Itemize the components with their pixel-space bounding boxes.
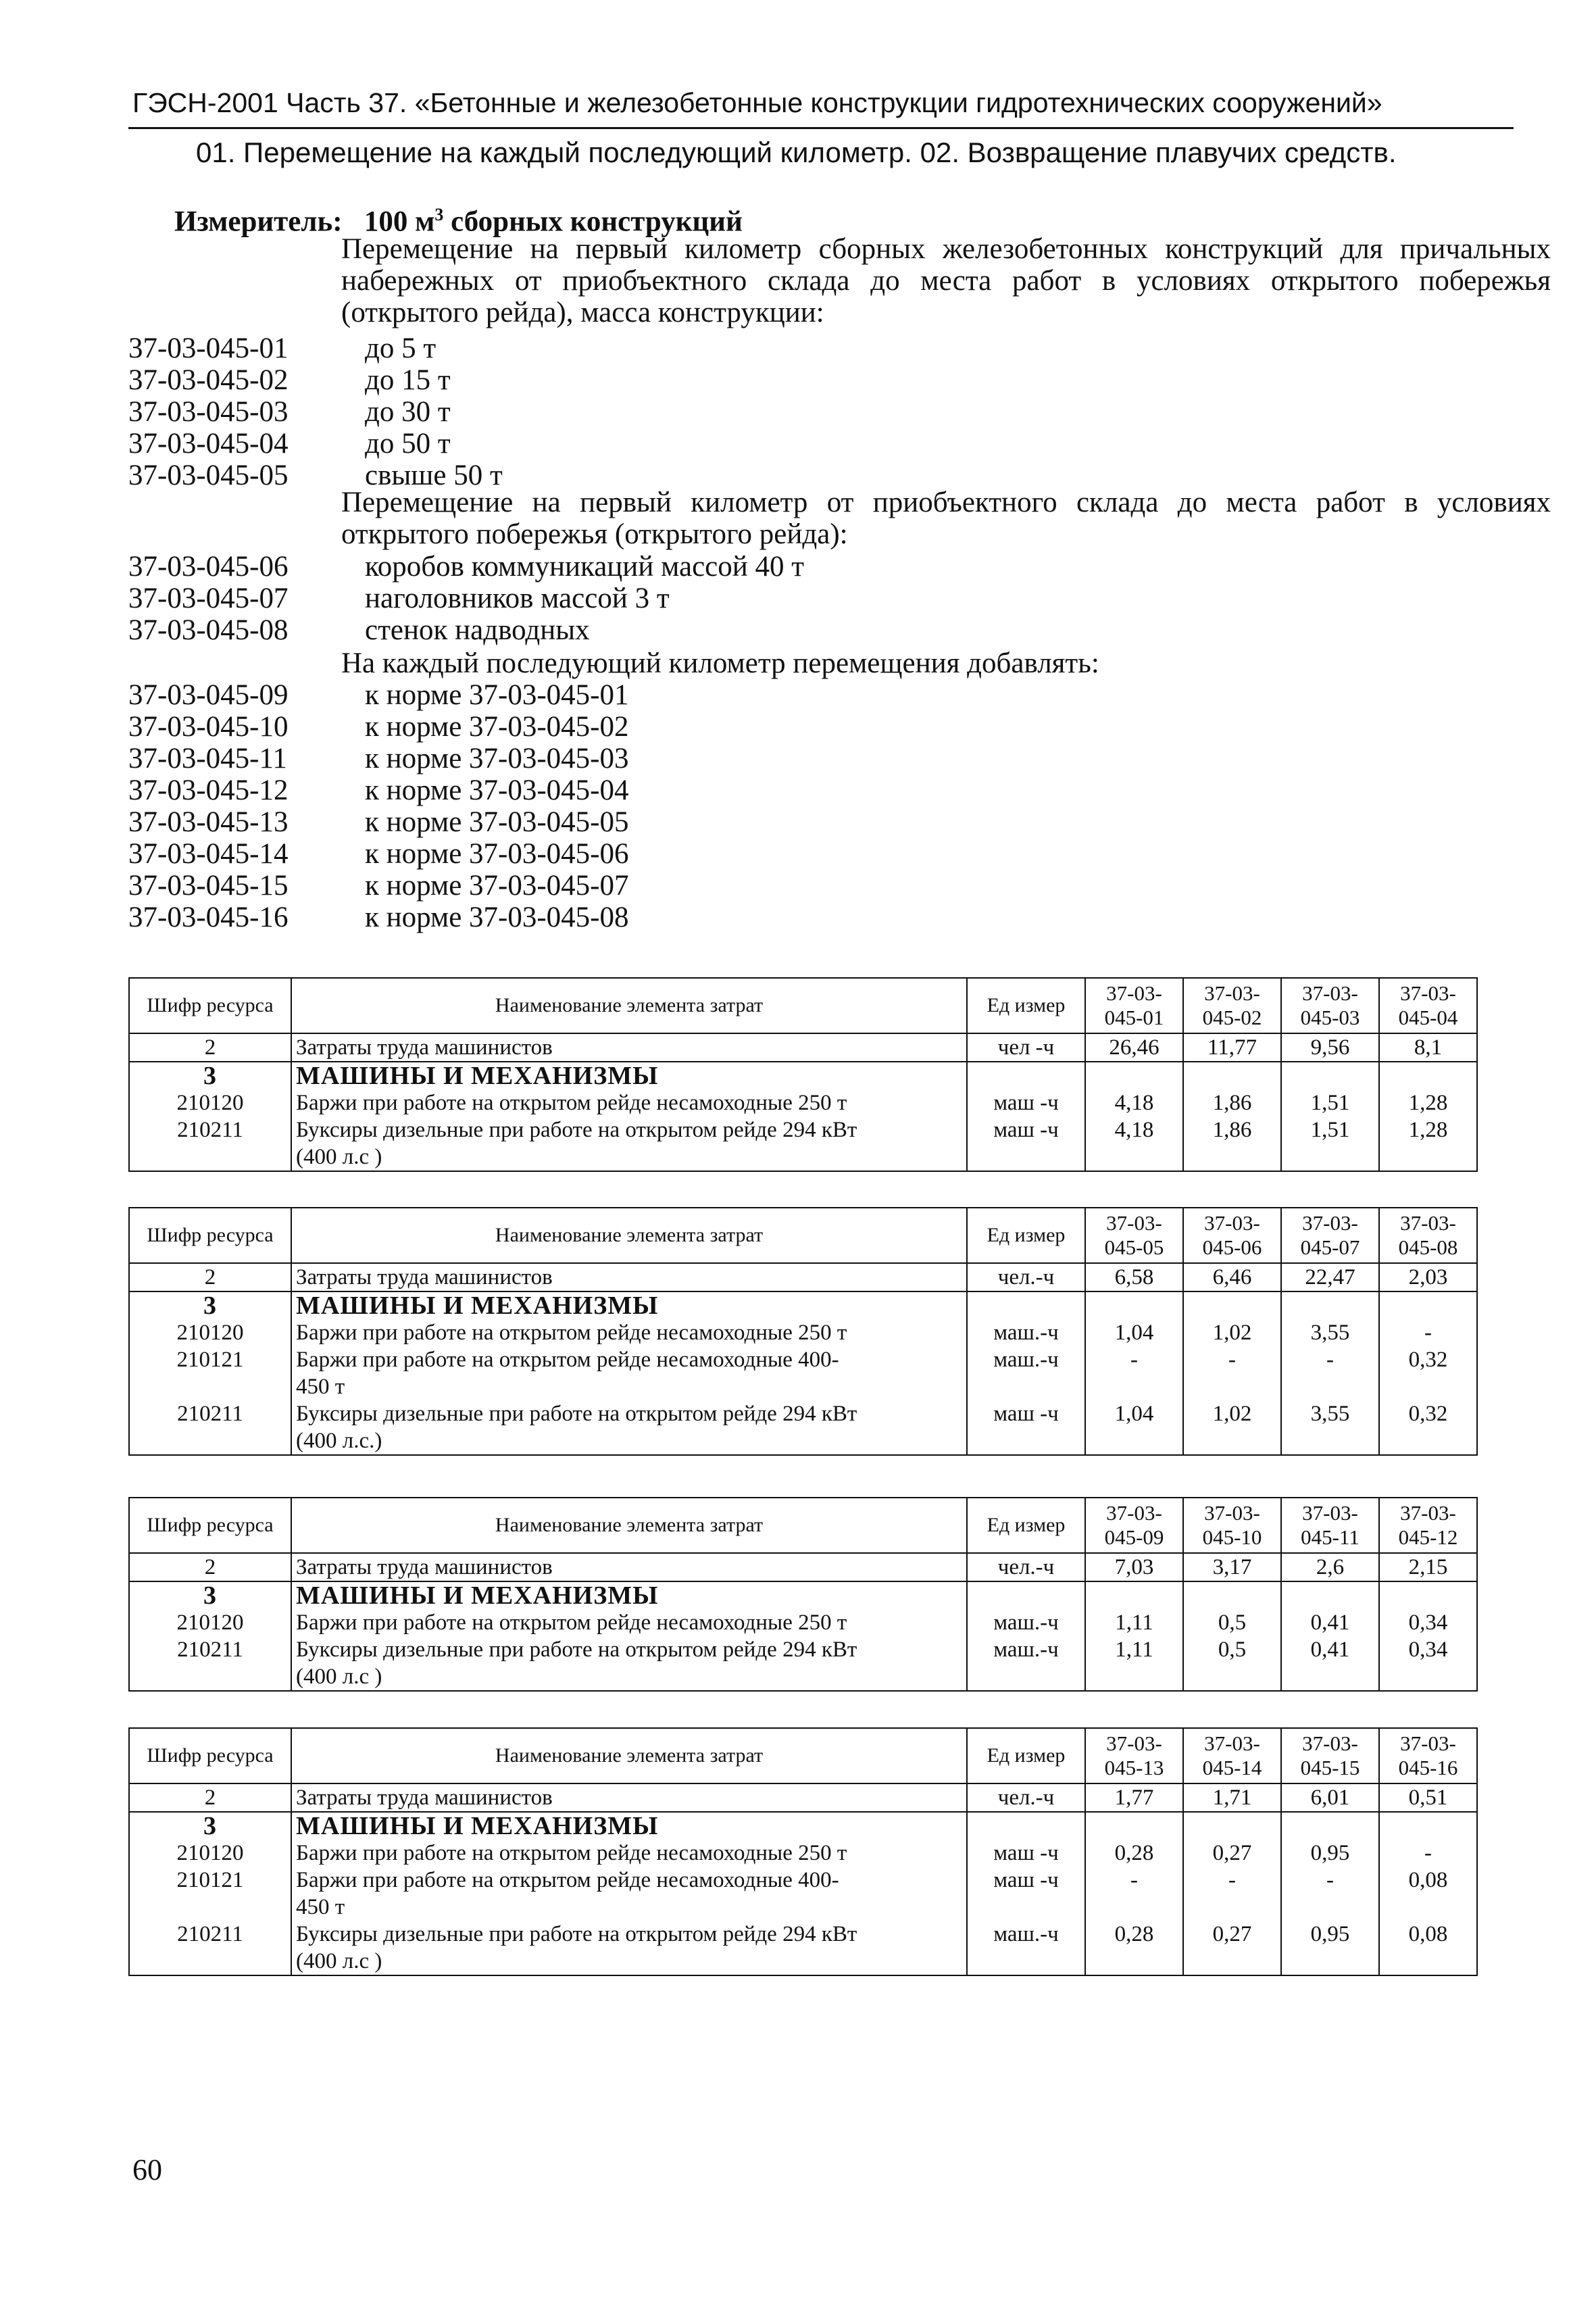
empty-cell: [1183, 1581, 1281, 1609]
resource-table: [128, 977, 1478, 1172]
norm-code-line-2: 045-06: [1202, 1235, 1262, 1259]
empty-cell: [1281, 1062, 1379, 1089]
empty-cell: [967, 1062, 1085, 1089]
resource-name: [291, 1921, 967, 1975]
resource-name-line: (400 л.с.): [296, 1429, 382, 1453]
resource-value: 9,56: [1281, 1033, 1379, 1062]
group-code: 3: [129, 1581, 291, 1609]
norm-code-line-1: 37-03-: [1106, 1731, 1162, 1755]
resource-name: Затраты труда машинистов: [291, 1783, 967, 1812]
empty-cell: [967, 1291, 1085, 1319]
resource-value: 1,51: [1281, 1116, 1379, 1171]
table-row: [129, 1116, 1477, 1171]
resource-code: 2: [129, 1783, 291, 1812]
header-name-cell: Наименование элемента затрат: [291, 1498, 967, 1553]
resource-value: 1,11: [1085, 1636, 1183, 1691]
norm-code-line-1: 37-03-: [1302, 981, 1358, 1005]
norm-code-line-1: 37-03-: [1106, 1211, 1162, 1235]
resource-value: 0,5: [1183, 1636, 1281, 1691]
norm-code-line-1: 37-03-: [1400, 981, 1456, 1005]
resource-name: [291, 1346, 967, 1400]
empty-cell: [1085, 1291, 1183, 1319]
header-norm-cell: [1085, 1728, 1183, 1783]
resource-code: 210120: [129, 1089, 291, 1116]
norm-code-line-1: 37-03-: [1400, 1211, 1456, 1235]
norm-code-line-2: 045-11: [1301, 1525, 1360, 1549]
table-row-group: [129, 1581, 1477, 1609]
resource-value: -: [1183, 1867, 1281, 1921]
norm-item: [128, 428, 451, 460]
resource-unit: маш.-ч: [967, 1636, 1085, 1691]
resource-value: 1,86: [1183, 1089, 1281, 1116]
norm-code-line-2: 045-10: [1202, 1525, 1262, 1549]
header-name-cell: Наименование элемента затрат: [291, 978, 967, 1033]
table-header-row: [129, 1498, 1477, 1553]
norm-code-line-1: 37-03-: [1106, 1501, 1162, 1525]
table-row-labor: [129, 1783, 1477, 1812]
norm-item: [128, 870, 629, 902]
table-row-labor: [129, 1553, 1477, 1581]
norm-item: [128, 743, 629, 774]
empty-cell: [1379, 1581, 1477, 1609]
norm-text: к норме 37-03-045-08: [365, 902, 629, 933]
resource-value: 1,02: [1183, 1400, 1281, 1455]
resource-value: -: [1281, 1346, 1379, 1400]
norm-code: 37-03-045-08: [128, 614, 289, 646]
norm-item: [128, 364, 451, 396]
norm-text: к норме 37-03-045-01: [365, 679, 629, 711]
page-number: 60: [132, 2153, 162, 2186]
empty-cell: [1085, 1062, 1183, 1089]
description-group-1: Перемещение на первый километр сборных железобетонных конструкций для причальных набережных от приобъектного склада до места работ в условиях открытого побережья (открытого рейда), масса конструкции:: [341, 233, 1551, 328]
resource-name-line: Буксиры дизельные при работе на открытом рейде 294 кВт: [296, 1922, 857, 1946]
resource-value: 1,28: [1379, 1116, 1477, 1171]
norm-code: 37-03-045-10: [128, 711, 289, 743]
resource-value: 0,41: [1281, 1636, 1379, 1691]
norm-code: 37-03-045-01: [128, 333, 289, 364]
norm-code-line-1: 37-03-: [1204, 1211, 1260, 1235]
resource-name: Затраты труда машинистов: [291, 1033, 967, 1062]
norm-code-line-2: 045-13: [1104, 1756, 1164, 1779]
resource-value: 6,01: [1281, 1783, 1379, 1812]
norm-text: свыше 50 т: [365, 460, 503, 491]
resource-value: 0,27: [1183, 1840, 1281, 1867]
resource-name-line: Буксиры дизельные при работе на открытом рейде 294 кВт: [296, 1118, 857, 1142]
norm-code: 37-03-045-16: [128, 902, 289, 933]
header-norm-cell: [1183, 978, 1281, 1033]
resource-code: 210211: [129, 1400, 291, 1455]
norm-item: [128, 551, 804, 583]
table-header-row: [129, 978, 1477, 1033]
resource-value: 0,08: [1379, 1921, 1477, 1975]
empty-cell: [967, 1581, 1085, 1609]
resource-unit: маш.-ч: [967, 1921, 1085, 1975]
empty-cell: [1379, 1062, 1477, 1089]
resource-table: [128, 1727, 1478, 1976]
norm-text: коробов коммуникаций массой 40 т: [365, 551, 805, 583]
table-row: [129, 1609, 1477, 1636]
norm-text: к норме 37-03-045-03: [365, 743, 629, 774]
resource-value: 26,46: [1085, 1033, 1183, 1062]
norm-item: [128, 460, 503, 491]
resource-code: 210211: [129, 1636, 291, 1691]
resource-value: -: [1379, 1840, 1477, 1867]
resource-value: -: [1379, 1319, 1477, 1346]
norm-text: до 5 т: [365, 333, 437, 364]
norm-code: 37-03-045-11: [128, 743, 287, 774]
resource-name: [291, 1319, 967, 1346]
header-norm-cell: [1281, 1208, 1379, 1263]
resource-name-line: 450 т: [296, 1895, 345, 1919]
meter-value-prefix: 100 м: [364, 205, 435, 238]
norm-text: до 50 т: [365, 428, 451, 460]
resource-unit: чел -ч: [967, 1033, 1085, 1062]
resource-name: Затраты труда машинистов: [291, 1263, 967, 1291]
norm-code: 37-03-045-06: [128, 551, 289, 583]
header-norm-cell: [1379, 1728, 1477, 1783]
table-row: [129, 1636, 1477, 1691]
norm-code-line-1: 37-03-: [1302, 1211, 1358, 1235]
norm-text: наголовников массой 3 т: [365, 583, 670, 614]
norm-text: до 30 т: [365, 396, 451, 428]
group-name: МАШИНЫ И МЕХАНИЗМЫ: [291, 1062, 967, 1089]
resource-table: [128, 1207, 1478, 1456]
resource-code: 2: [129, 1553, 291, 1581]
resource-value: -: [1183, 1346, 1281, 1400]
resource-value: 0,32: [1379, 1400, 1477, 1455]
table-row-labor: [129, 1263, 1477, 1291]
resource-unit: маш.-ч: [967, 1319, 1085, 1346]
norm-text: к норме 37-03-045-06: [365, 838, 629, 870]
resource-value: 1,51: [1281, 1089, 1379, 1116]
resource-value: 1,86: [1183, 1116, 1281, 1171]
resource-value: -: [1281, 1867, 1379, 1921]
resource-value: 0,34: [1379, 1609, 1477, 1636]
resource-name: Затраты труда машинистов: [291, 1553, 967, 1581]
empty-cell: [1085, 1581, 1183, 1609]
header-rule: [128, 127, 1514, 129]
header-code-cell: Шифр ресурса: [129, 1498, 291, 1553]
table-row: [129, 1319, 1477, 1346]
resource-name-line: 450 т: [296, 1375, 345, 1399]
empty-cell: [1281, 1581, 1379, 1609]
norm-code-line-2: 045-14: [1202, 1756, 1262, 1779]
empty-cell: [1281, 1812, 1379, 1840]
norm-code-line-1: 37-03-: [1400, 1731, 1456, 1755]
norm-code-line-1: 37-03-: [1204, 1731, 1260, 1755]
resource-value: 7,03: [1085, 1553, 1183, 1581]
group-name: МАШИНЫ И МЕХАНИЗМЫ: [291, 1812, 967, 1840]
header-norm-cell: [1379, 978, 1477, 1033]
section-subtitle: 01. Перемещение на каждый последующий километр. 02. Возвращение плавучих средств.: [196, 137, 1397, 168]
norm-code-line-2: 045-15: [1300, 1756, 1360, 1779]
resource-name: [291, 1867, 967, 1921]
norm-code-line-2: 045-01: [1104, 1006, 1164, 1029]
norm-item: [128, 711, 629, 743]
resource-value: -: [1085, 1346, 1183, 1400]
resource-value: 1,11: [1085, 1609, 1183, 1636]
header-norm-cell: [1183, 1728, 1281, 1783]
header-norm-cell: [1281, 978, 1379, 1033]
norm-code-line-2: 045-07: [1300, 1235, 1360, 1259]
norm-item: [128, 774, 629, 806]
resource-code: 2: [129, 1263, 291, 1291]
empty-cell: [1085, 1812, 1183, 1840]
resource-code: 210120: [129, 1840, 291, 1867]
table-row-group: [129, 1062, 1477, 1089]
table-header-row: [129, 1728, 1477, 1783]
norm-item: [128, 333, 436, 364]
group-code: 3: [129, 1812, 291, 1840]
header-unit-cell: Ед измер: [967, 1728, 1085, 1783]
norm-item: [128, 902, 629, 933]
norm-item: [128, 583, 670, 614]
group-code: 3: [129, 1062, 291, 1089]
header-code-cell: Шифр ресурса: [129, 1208, 291, 1263]
resource-code: 210120: [129, 1609, 291, 1636]
empty-cell: [1281, 1291, 1379, 1319]
table-row: [129, 1867, 1477, 1921]
norm-code-line-1: 37-03-: [1302, 1731, 1358, 1755]
resource-name-line: Баржи при работе на открытом рейде несамоходные 250 т: [296, 1321, 847, 1345]
table-row: [129, 1840, 1477, 1867]
resource-code: 210211: [129, 1116, 291, 1171]
resource-name-line: Баржи при работе на открытом рейде несамоходные 400-: [296, 1868, 839, 1892]
table-row-group: [129, 1291, 1477, 1319]
resource-value: 0,41: [1281, 1609, 1379, 1636]
resource-name: [291, 1116, 967, 1171]
resource-unit: чел.-ч: [967, 1553, 1085, 1581]
resource-name-line: Баржи при работе на открытом рейде несамоходные 250 т: [296, 1091, 847, 1115]
norm-code: 37-03-045-14: [128, 838, 289, 870]
norm-code: 37-03-045-07: [128, 583, 289, 614]
norm-code-line-2: 045-12: [1398, 1525, 1458, 1549]
meter-value-suffix: сборных конструкций: [443, 205, 743, 238]
norm-code: 37-03-045-02: [128, 364, 289, 396]
header-name-cell: Наименование элемента затрат: [291, 1208, 967, 1263]
norm-code-line-2: 045-08: [1398, 1235, 1458, 1259]
norm-code-line-2: 045-16: [1398, 1756, 1458, 1779]
norm-code-line-1: 37-03-: [1106, 981, 1162, 1005]
resource-code: 210121: [129, 1867, 291, 1921]
header-norm-cell: [1085, 1208, 1183, 1263]
resource-value: 4,18: [1085, 1116, 1183, 1171]
resource-name-line: (400 л.с ): [296, 1145, 382, 1169]
norm-code-line-1: 37-03-: [1302, 1501, 1358, 1525]
resource-name-line: (400 л.с ): [296, 1949, 382, 1973]
resource-name-line: Буксиры дизельные при работе на открытом рейде 294 кВт: [296, 1638, 857, 1662]
norm-text: к норме 37-03-045-02: [365, 711, 629, 743]
resource-value: 3,55: [1281, 1319, 1379, 1346]
resource-value: 0,28: [1085, 1840, 1183, 1867]
meter-label: Измеритель:: [174, 205, 343, 238]
norm-code: 37-03-045-03: [128, 396, 289, 428]
norm-code-line-2: 045-04: [1398, 1006, 1458, 1029]
group-name: МАШИНЫ И МЕХАНИЗМЫ: [291, 1291, 967, 1319]
resource-value: 1,28: [1379, 1089, 1477, 1116]
table-row: [129, 1400, 1477, 1455]
norm-code: 37-03-045-13: [128, 806, 289, 838]
resource-code: 210211: [129, 1921, 291, 1975]
empty-cell: [1183, 1812, 1281, 1840]
resource-unit: чел.-ч: [967, 1783, 1085, 1812]
empty-cell: [967, 1812, 1085, 1840]
resource-unit: маш -ч: [967, 1867, 1085, 1921]
resource-value: 0,08: [1379, 1867, 1477, 1921]
meter-value-sup: 3: [434, 205, 444, 224]
group-name: МАШИНЫ И МЕХАНИЗМЫ: [291, 1581, 967, 1609]
resource-name: [291, 1609, 967, 1636]
header-norm-cell: [1281, 1728, 1379, 1783]
resource-value: 0,27: [1183, 1921, 1281, 1975]
norm-code: 37-03-045-12: [128, 774, 289, 806]
header-norm-cell: [1085, 1498, 1183, 1553]
table-row: [129, 1089, 1477, 1116]
header-code-cell: Шифр ресурса: [129, 978, 291, 1033]
resource-name-line: Баржи при работе на открытом рейде несамоходные 400-: [296, 1348, 839, 1372]
resource-unit: маш.-ч: [967, 1609, 1085, 1636]
resource-value: 3,55: [1281, 1400, 1379, 1455]
norm-item: [128, 396, 451, 428]
resource-name: [291, 1089, 967, 1116]
resource-name: [291, 1636, 967, 1691]
norm-code-line-1: 37-03-: [1204, 981, 1260, 1005]
table-header-row: [129, 1208, 1477, 1263]
resource-value: 3,17: [1183, 1553, 1281, 1581]
empty-cell: [1379, 1291, 1477, 1319]
resource-value: 1,04: [1085, 1400, 1183, 1455]
resource-value: 8,1: [1379, 1033, 1477, 1062]
norm-text: до 15 т: [365, 364, 451, 396]
header-unit-cell: Ед измер: [967, 1208, 1085, 1263]
resource-value: 2,15: [1379, 1553, 1477, 1581]
norm-text: к норме 37-03-045-04: [365, 774, 629, 806]
header-norm-cell: [1281, 1498, 1379, 1553]
resource-name: [291, 1400, 967, 1455]
resource-unit: чел.-ч: [967, 1263, 1085, 1291]
resource-name-line: Баржи при работе на открытом рейде несамоходные 250 т: [296, 1841, 847, 1865]
resource-unit: маш.-ч: [967, 1346, 1085, 1400]
header-norm-cell: [1183, 1498, 1281, 1553]
empty-cell: [1183, 1062, 1281, 1089]
resource-table: [128, 1497, 1478, 1692]
resource-unit: маш -ч: [967, 1089, 1085, 1116]
resource-value: 0,5: [1183, 1609, 1281, 1636]
resource-value: 0,32: [1379, 1346, 1477, 1400]
resource-value: 2,03: [1379, 1263, 1477, 1291]
resource-value: 11,77: [1183, 1033, 1281, 1062]
resource-value: 22,47: [1281, 1263, 1379, 1291]
table-row-labor: [129, 1033, 1477, 1062]
header-norm-cell: [1085, 978, 1183, 1033]
header-unit-cell: Ед измер: [967, 978, 1085, 1033]
norm-text: к норме 37-03-045-05: [365, 806, 629, 838]
norm-code: 37-03-045-05: [128, 460, 289, 491]
group-code: 3: [129, 1291, 291, 1319]
resource-value: 0,51: [1379, 1783, 1477, 1812]
resource-value: 0,95: [1281, 1921, 1379, 1975]
norm-code: 37-03-045-04: [128, 428, 289, 460]
header-norm-cell: [1183, 1208, 1281, 1263]
norm-item: [128, 806, 629, 838]
resource-value: 1,02: [1183, 1319, 1281, 1346]
norm-item: [128, 614, 590, 646]
resource-name-line: Баржи при работе на открытом рейде несамоходные 250 т: [296, 1610, 847, 1635]
resource-value: 0,34: [1379, 1636, 1477, 1691]
resource-code: 2: [129, 1033, 291, 1062]
description-group-2: Перемещение на первый километр от приобъектного склада до места работ в условиях открытого побережья (открытого рейда):: [341, 487, 1551, 550]
norm-code-line-1: 37-03-: [1204, 1501, 1260, 1525]
norm-item: [128, 679, 629, 711]
norm-code-line-1: 37-03-: [1400, 1501, 1456, 1525]
table-row: [129, 1346, 1477, 1400]
header-name-cell: Наименование элемента затрат: [291, 1728, 967, 1783]
header-code-cell: Шифр ресурса: [129, 1728, 291, 1783]
resource-unit: маш -ч: [967, 1116, 1085, 1171]
resource-name-line: Буксиры дизельные при работе на открытом рейде 294 кВт: [296, 1402, 857, 1426]
norm-code-line-2: 045-09: [1104, 1525, 1164, 1549]
norm-code-line-2: 045-03: [1300, 1006, 1360, 1029]
resource-value: 2,6: [1281, 1553, 1379, 1581]
resource-value: 6,46: [1183, 1263, 1281, 1291]
resource-value: 1,77: [1085, 1783, 1183, 1812]
norm-code: 37-03-045-15: [128, 870, 289, 902]
resource-value: 6,58: [1085, 1263, 1183, 1291]
resource-code: 210120: [129, 1319, 291, 1346]
resource-name: [291, 1840, 967, 1867]
norm-code-line-2: 045-02: [1202, 1006, 1262, 1029]
resource-code: 210121: [129, 1346, 291, 1400]
empty-cell: [1183, 1291, 1281, 1319]
table-row-group: [129, 1812, 1477, 1840]
resource-value: 1,04: [1085, 1319, 1183, 1346]
header-norm-cell: [1379, 1208, 1477, 1263]
resource-value: 0,95: [1281, 1840, 1379, 1867]
running-header: ГЭСН-2001 Часть 37. «Бетонные и железобетонные конструкции гидротехнических сооружений»: [132, 87, 1382, 118]
norm-code-line-2: 045-05: [1104, 1235, 1164, 1259]
header-norm-cell: [1379, 1498, 1477, 1553]
resource-unit: маш -ч: [967, 1840, 1085, 1867]
resource-value: -: [1085, 1867, 1183, 1921]
norm-text: к норме 37-03-045-07: [365, 870, 629, 902]
resource-value: 0,28: [1085, 1921, 1183, 1975]
norm-item: [128, 838, 629, 870]
resource-value: 4,18: [1085, 1089, 1183, 1116]
table-row: [129, 1921, 1477, 1975]
resource-name-line: (400 л.с ): [296, 1665, 382, 1689]
norm-code: 37-03-045-09: [128, 679, 289, 711]
norm-text: стенок надводных: [365, 614, 590, 646]
resource-value: 1,71: [1183, 1783, 1281, 1812]
description-group-3: На каждый последующий километр перемещения добавлять:: [341, 647, 1099, 679]
resource-unit: маш -ч: [967, 1400, 1085, 1455]
header-unit-cell: Ед измер: [967, 1498, 1085, 1553]
empty-cell: [1379, 1812, 1477, 1840]
